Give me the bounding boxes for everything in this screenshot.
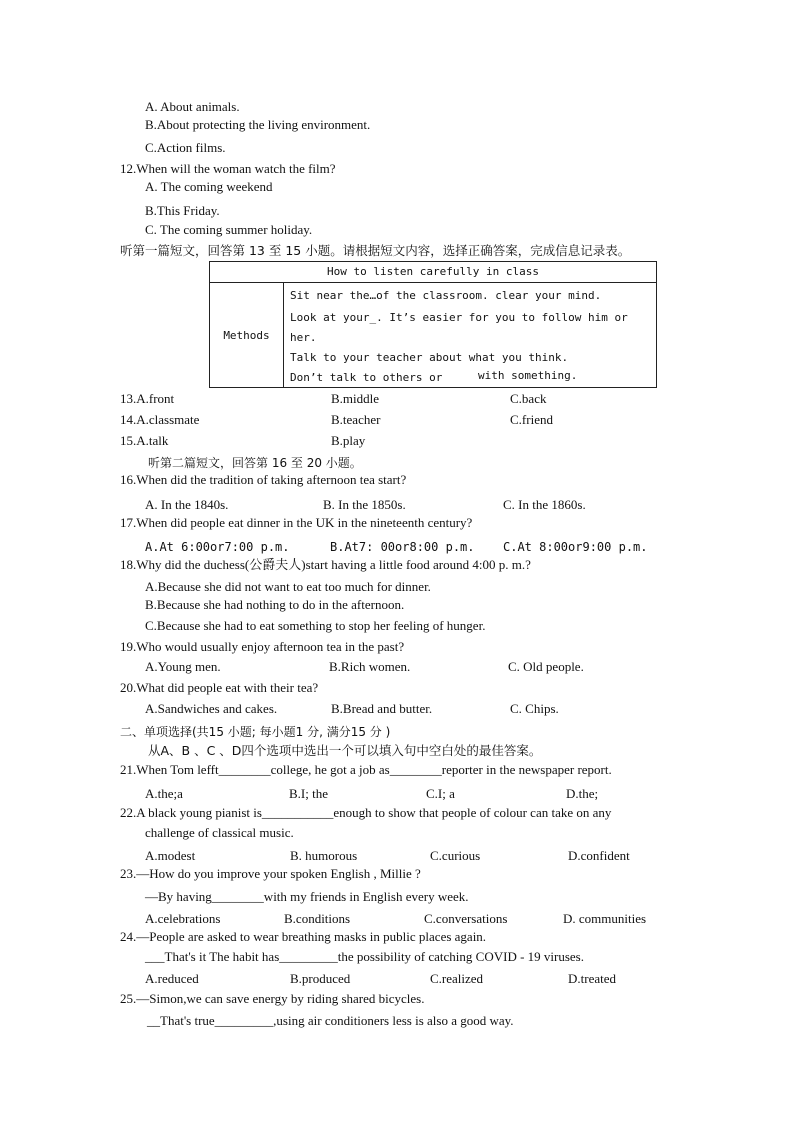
table-title: How to listen carefully in class [210, 262, 657, 283]
option-20-b: B.Bread and butter. [331, 701, 433, 716]
question-22-cont: challenge of classical music. [145, 825, 294, 840]
option-19-b: B.Rich women. [329, 659, 411, 674]
question-25-cont: __That's true_________,using air conditioners less is also a good way. [147, 1013, 514, 1028]
option-21-c: C.I; a [426, 786, 455, 801]
option-20-c: C. Chips. [510, 701, 559, 716]
table-row-4-end: with something. [478, 369, 578, 382]
option-24-d: D.treated [568, 971, 617, 986]
option-24-c: C.realized [430, 971, 484, 986]
answer-13-c: C.back [510, 391, 547, 406]
option-20-a: A.Sandwiches and cakes. [145, 701, 278, 716]
table-row-2: Look at your_. It’s easier for you to follow him or [290, 311, 628, 324]
option-21-d: D.the; [566, 786, 599, 801]
option-23-d: D. communities [563, 911, 647, 926]
question-21: 21.When Tom lefft________college, he got a job as________reporter in the newspaper report. [120, 762, 612, 777]
answer-15-a: 15.A.talk [120, 433, 169, 448]
option-24-a: A.reduced [145, 971, 199, 986]
question-20: 20.What did people eat with their tea? [120, 680, 319, 695]
table-row-3: Talk to your teacher about what you think. [290, 351, 569, 364]
option-16-c: C. In the 1860s. [503, 497, 586, 512]
option-23-b: B.conditions [284, 911, 351, 926]
answer-14-b: B.teacher [331, 412, 381, 427]
table-row-2-cont: her. [290, 331, 317, 344]
question-16: 16.When did the tradition of taking afternoon tea start? [120, 472, 407, 487]
option-11-a: A. About animals. [145, 99, 240, 114]
answer-14-a: 14.A.classmate [120, 412, 200, 427]
table-label-methods: Methods [210, 283, 284, 388]
answer-13-a: 13.A.front [120, 391, 175, 406]
option-23-c: C.conversations [424, 911, 508, 926]
option-18-c: C.Because she had to eat something to stop her feeling of hunger. [145, 618, 486, 633]
table-row-4: Don’t talk to others or [290, 371, 443, 384]
question-23: 23.—How do you improve your spoken English , Millie ? [120, 866, 421, 881]
question-12: 12.When will the woman watch the film? [120, 161, 336, 176]
part-2-instruction: 从A、B 、C 、D四个选项中选出一个可以填入句中空白处的最佳答案。 [148, 743, 542, 758]
question-23-cont: —By having________with my friends in English every week. [145, 889, 469, 904]
option-12-a: A. The coming weekend [145, 179, 273, 194]
option-16-b: B. In the 1850s. [323, 497, 406, 512]
option-12-c: C. The coming summer holiday. [145, 222, 313, 237]
question-17: 17.When did people eat dinner in the UK in the nineteenth century? [120, 515, 473, 530]
answer-13-b: B.middle [331, 391, 380, 406]
section-instruction-1: 听第一篇短文，回答第 13 至 15 小题。请根据短文内容，选择正确答案，完成信息记录表。 [120, 243, 631, 258]
option-22-a: A.modest [145, 848, 196, 863]
question-19: 19.Who would usually enjoy afternoon tea in the past? [120, 639, 405, 654]
option-17-c: C.At 8:00or9:00 p.m. [503, 540, 648, 554]
option-22-c: C.curious [430, 848, 481, 863]
option-23-a: A.celebrations [145, 911, 221, 926]
part-2-heading: 二、单项选择(共15 小题; 每小题1 分, 满分15 分 ) [120, 725, 391, 739]
table-row-1: Sit near the…of the classroom. clear your mind. [290, 289, 602, 302]
option-19-a: A.Young men. [145, 659, 221, 674]
answer-15-b: B.play [331, 433, 366, 448]
option-16-a: A. In the 1840s. [145, 497, 229, 512]
question-24: 24.—People are asked to wear breathing masks in public places again. [120, 929, 487, 944]
table-methods-cell [284, 283, 657, 388]
option-22-b: B. humorous [290, 848, 358, 863]
answer-14-c: C.friend [510, 412, 553, 427]
option-21-a: A.the;a [145, 786, 183, 801]
section-instruction-2: 听第二篇短文，回答第 16 至 20 小题。 [148, 456, 362, 470]
option-11-b: B.About protecting the living environment. [145, 117, 371, 132]
option-17-b: B.At7: 00or8:00 p.m. [330, 540, 475, 554]
option-22-d: D.confident [568, 848, 630, 863]
option-19-c: C. Old people. [508, 659, 584, 674]
option-21-b: B.I; the [289, 786, 328, 801]
question-25: 25.—Simon,we can save energy by riding shared bicycles. [120, 991, 425, 1006]
option-18-a: A.Because she did not want to eat too much for dinner. [145, 579, 431, 594]
question-24-cont: ___That's it The habit has_________the possibility of catching COVID - 19 viruses. [145, 949, 584, 964]
option-17-a: A.At 6:00or7:00 p.m. [145, 540, 290, 554]
info-record-table [209, 261, 657, 388]
question-18: 18.Why did the duchess(公爵夫人)start having a little food around 4:00 p. m.? [120, 557, 531, 572]
option-11-c: C.Action films. [145, 140, 226, 155]
option-12-b: B.This Friday. [145, 203, 220, 218]
option-24-b: B.produced [290, 971, 351, 986]
question-22: 22.A black young pianist is___________enough to show that people of colour can take on any [120, 805, 612, 820]
option-18-b: B.Because she had nothing to do in the afternoon. [145, 597, 405, 612]
